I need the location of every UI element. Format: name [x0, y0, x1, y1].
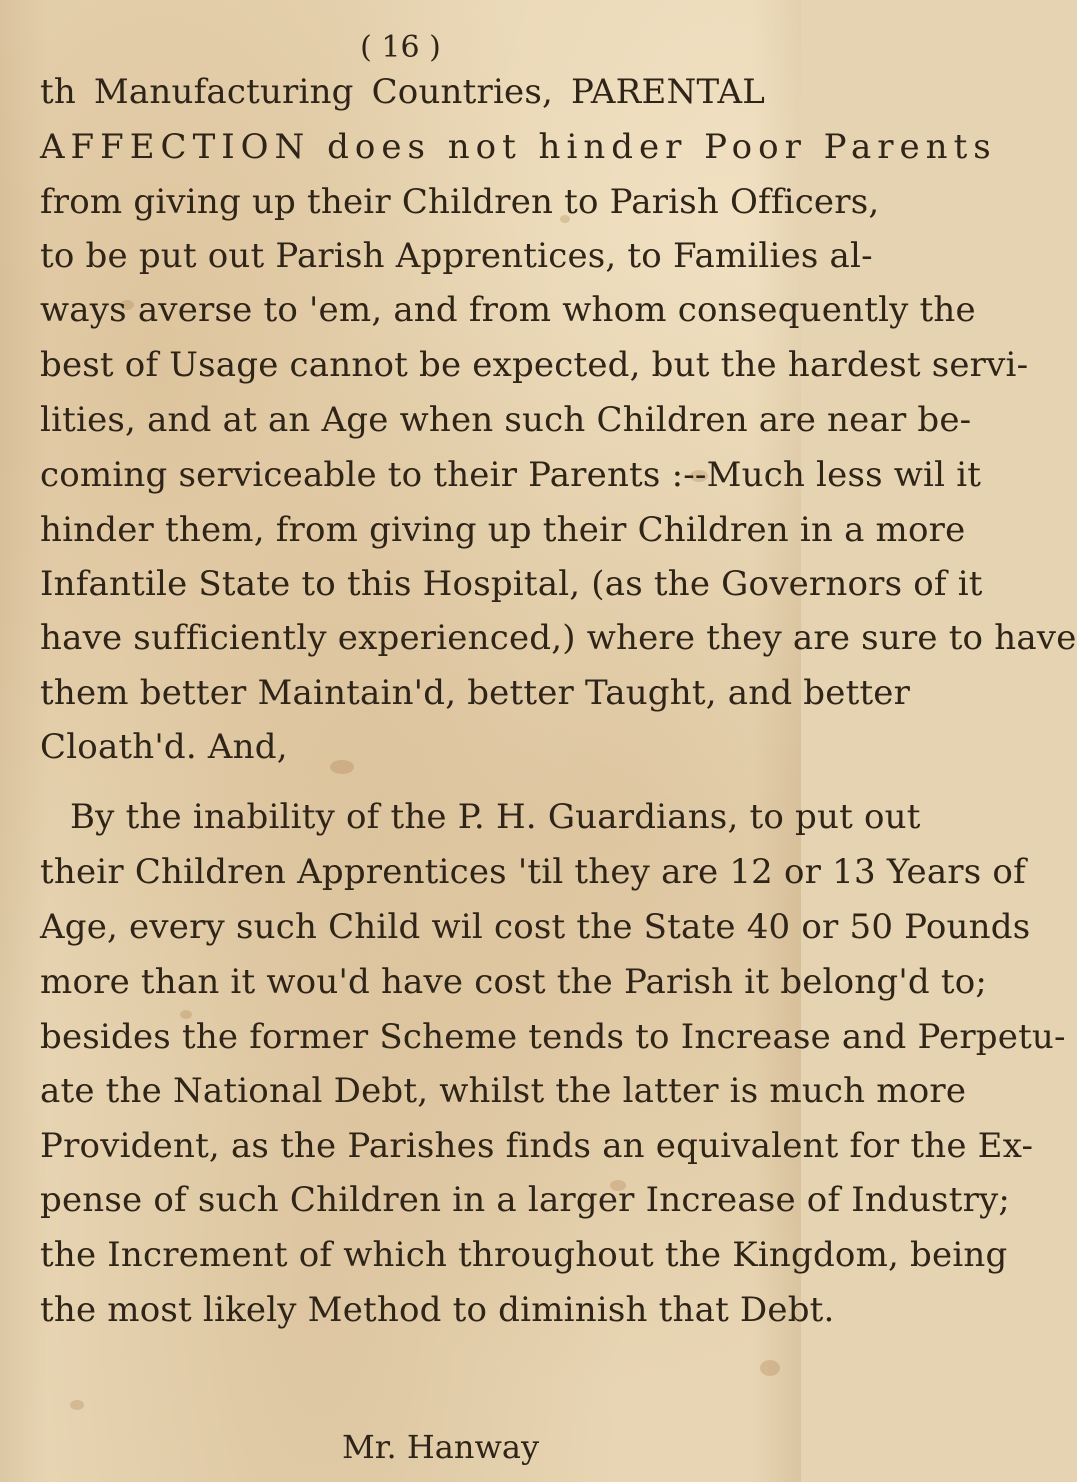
text-line: Age, every such Child wil cost the State 40 or 50 Pounds	[40, 907, 1031, 947]
text-line: pense of such Children in a larger Increase of Industry;	[40, 1180, 1011, 1220]
text-line: more than it wou'd have cost the Parish it belong'd to;	[40, 962, 988, 1002]
text-line: hinder them, from giving up their Children in a more	[40, 510, 966, 550]
text-line: them better Maintain'd, better Taught, and better	[40, 673, 911, 713]
text-line: ate the National Debt, whilst the latter is much more	[40, 1071, 967, 1111]
text-line: Infantile State to this Hospital, (as the Governors of it	[40, 564, 983, 604]
text-line: their Children Apprentices 'til they are 12 or 13 Years of	[40, 852, 1026, 892]
text-line: ways averse to 'em, and from whom consequently the	[40, 290, 976, 330]
text-line: best of Usage cannot be expected, but the hardest servi-	[40, 345, 1029, 385]
text-line: AFFECTION does not hinder Poor Parents	[40, 127, 997, 167]
text-line: coming serviceable to their Parents :--Much less wil it	[40, 455, 982, 495]
text-line: By the inability of the P. H. Guardians, to put out	[70, 797, 921, 837]
text-line: lities, and at an Age when such Children are near be-	[40, 400, 972, 440]
text-line: to be put out Parish Apprentices, to Families al-	[40, 236, 873, 276]
text-line: th Manufacturing Countries, PARENTAL	[40, 72, 765, 112]
text-line: have sufficiently experienced,) where they are sure to have	[40, 618, 1077, 658]
text-line: from giving up their Children to Parish Officers,	[40, 182, 880, 222]
text-line: Provident, as the Parishes finds an equivalent for the Ex-	[40, 1126, 1034, 1166]
page-number: ( 16 )	[360, 30, 441, 65]
text-line: the Increment of which throughout the Kingdom, being	[40, 1235, 1008, 1275]
text-line: the most likely Method to diminish that Debt.	[40, 1290, 835, 1330]
text-line: besides the former Scheme tends to Increase and Perpetu-	[40, 1017, 1066, 1057]
text-line: Cloath'd. And,	[40, 727, 288, 767]
signature: Mr. Hanway	[341, 1428, 540, 1466]
